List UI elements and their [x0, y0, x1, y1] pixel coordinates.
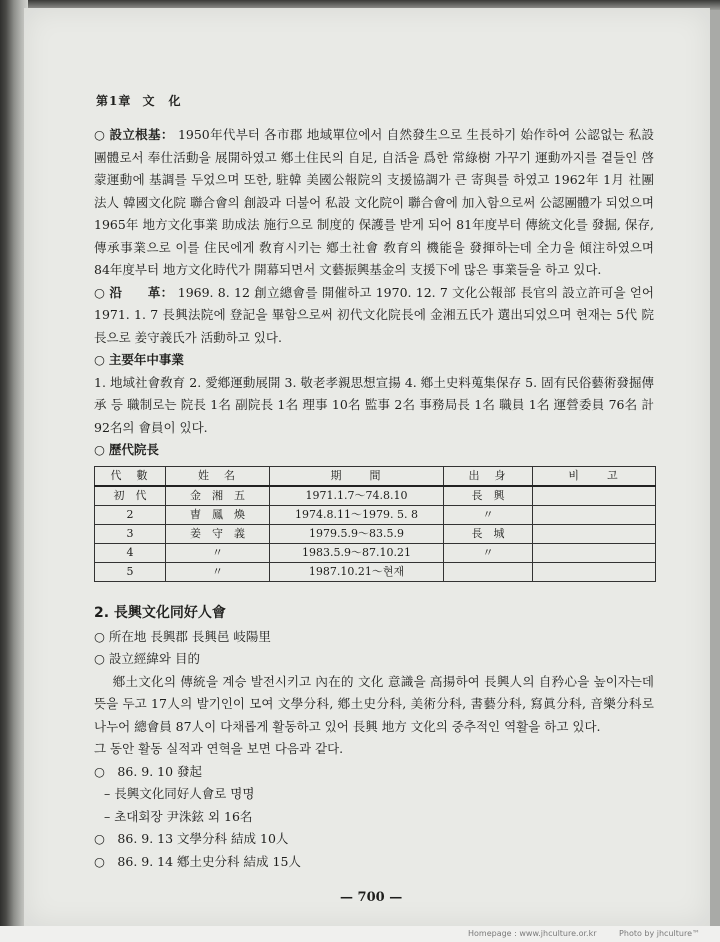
cell-name: 曺 鳳 煥	[166, 505, 270, 524]
footer-photo-credit: Photo by jhculture™	[619, 929, 700, 938]
cell-remarks	[533, 562, 656, 581]
cell-remarks	[533, 543, 656, 562]
cell-period: 1987.10.21〜현재	[270, 562, 444, 581]
section-2-summary: 그 동안 활동 실적과 연혁을 보면 다음과 같다.	[94, 741, 344, 756]
cell-name: 姜 守 義	[166, 524, 270, 543]
location-line	[94, 626, 654, 649]
event-item: – 초대회장 尹洙鉉 외 16名	[104, 808, 253, 824]
cell-remarks	[533, 505, 656, 524]
table-row	[95, 524, 656, 543]
purpose-text: 設立經緯와 目的	[108, 651, 200, 666]
chapter-header	[96, 92, 182, 109]
cell-name: 〃	[166, 543, 270, 562]
directors-heading	[94, 439, 654, 462]
event-item: ○ 86. 9. 14 鄕土史分科 結成 15人	[94, 853, 301, 869]
directors-table	[94, 466, 656, 582]
cell-term: 初 代	[95, 486, 166, 506]
event-item: ○ 86. 9. 13 文學分科 結成 10人	[94, 831, 289, 846]
cell-origin: 〃	[444, 543, 533, 562]
table-row	[95, 505, 656, 524]
col-header-term: 代 數	[95, 466, 166, 486]
directors-label: 歷代院長	[108, 442, 159, 457]
cell-origin: 長 城	[444, 524, 533, 543]
col-header-period: 期 間	[270, 466, 444, 486]
chapter-title: 文 化	[142, 94, 182, 108]
section-2-title: 2. 長興文化同好人會	[94, 604, 226, 621]
cell-period: 1974.8.11〜1979. 5. 8	[270, 505, 444, 524]
table-row	[95, 543, 656, 562]
cell-period: 1971.1.7〜74.8.10	[270, 486, 444, 506]
projects-label: 主要年中事業	[108, 352, 184, 367]
cell-origin	[444, 562, 533, 581]
table-row	[95, 562, 656, 581]
chapter-number: 第1章	[96, 94, 132, 108]
col-header-name: 姓 名	[166, 466, 270, 486]
page-number: — 700 —	[340, 890, 403, 905]
bullet-circle: ○	[94, 442, 105, 457]
main-content	[94, 124, 654, 873]
event-item: ○ 86. 9. 10 發起	[94, 763, 203, 779]
basis-label: 設立根基：	[109, 127, 174, 142]
bullet-circle: ○	[94, 284, 106, 300]
history-paragraph	[94, 282, 654, 350]
cell-origin: 長 興	[444, 486, 533, 506]
table-header-row	[95, 466, 656, 486]
bullet-circle: ○	[94, 352, 105, 367]
section-2-description: 鄕土文化의 傳統을 계승 발전시키고 內在的 文化 意識을 高揚하여 長興人의 自矜心을 높이자는데 뜻을 두고 17人의 발기인이 모여 文學分科, 鄕土史分科, 美術分科, 書藝分科, 寫眞分科, 音樂分科로 나누어 總會員 87人이 다채롭게 활동하고 있어 長興 地方 文化의 중추적인 역활을 하고 있다.	[94, 673, 654, 734]
history-label: 沿 革：	[109, 284, 174, 300]
purpose-line	[94, 648, 654, 671]
cell-name: 〃	[166, 562, 270, 581]
directors-table-wrap	[94, 466, 654, 582]
cell-period: 1979.5.9〜83.5.9	[270, 524, 444, 543]
projects-text: 1. 地域社會敎育 2. 愛鄕運動展開 3. 敬老孝親思想宣揚 4. 鄕土史料蒐集保存 5. 固有民俗藝術發掘傳承 등 職制로는 院長 1名 副院長 1名 理事 10名 監事 2名 事務局長 1名 職員 1名 運營委員 76名 計 92名의 會員이 있다.	[94, 374, 654, 435]
projects-heading	[94, 349, 654, 372]
event-item: – 長興文化同好人會로 명명	[104, 786, 255, 801]
table-row	[95, 486, 656, 506]
col-header-origin: 出 身	[444, 466, 533, 486]
cell-term: 4	[95, 543, 166, 562]
basis-paragraph	[94, 124, 654, 282]
col-header-remarks: 비 고	[533, 466, 656, 486]
location-text: 所在地 長興郡 長興邑 岐陽里	[108, 628, 271, 644]
cell-remarks	[533, 524, 656, 543]
basis-text: 1950年代부터 各市郡 地域單位에서 自然發生으로 生長하기 始作하여 公認없는 私設團體로서 奉仕活動을 展開하였고 鄕土住民의 自足, 自活을 爲한 常綠樹 가꾸기 運動까지를 곁들인 啓蒙運動에 基調를 두었으며 또한, 駐韓 美國公報院의 支援協調가 큰 寄與를 하였고 1962年 1月 社團法人 韓國文化院 聯合會의 創設과 더불어 私設 文化院이 聯合會에 加入함으로써 公認團體가 되었으며 1965年 地方文化事業 助成法 施行으로 制度的 保護를 받게 되어 81年度부터 傳統文化를 發掘, 保存, 傳承事業으로 이를 住民에게 敎育시키는 鄕土社會 敎育의 機能을 發揮하는데 全力을 傾注하였으며 84年度부터 地方文化時代가 開幕되면서 文藝振興基金의 支援下에 많은 事業들을 하고 있다.	[94, 127, 654, 277]
footer-homepage: Homepage : www.jhculture.or.kr	[467, 929, 597, 938]
cell-name: 金 湘 五	[166, 486, 270, 506]
cell-term: 5	[95, 562, 166, 581]
cell-remarks	[533, 486, 656, 506]
cell-term: 3	[95, 524, 166, 543]
bullet-circle: ○	[94, 651, 105, 666]
bullet-circle: ○	[94, 628, 105, 644]
bullet-circle: ○	[94, 127, 106, 142]
cell-period: 1983.5.9〜87.10.21	[270, 543, 444, 562]
photo-footer	[0, 926, 720, 942]
history-text: 1969. 8. 12 創立總會를 開催하고 1970. 12. 7 文化公報部 長官의 設立許可을 얻어 1971. 1. 7 長興法院에 登記을 畢함으로써 初代文化院長에 金湘五氏가 選出되었으며 현재는 5代 院長으로 姜守義氏가 活動하고 있다.	[94, 284, 654, 345]
cell-origin: 〃	[444, 505, 533, 524]
cell-term: 2	[95, 505, 166, 524]
